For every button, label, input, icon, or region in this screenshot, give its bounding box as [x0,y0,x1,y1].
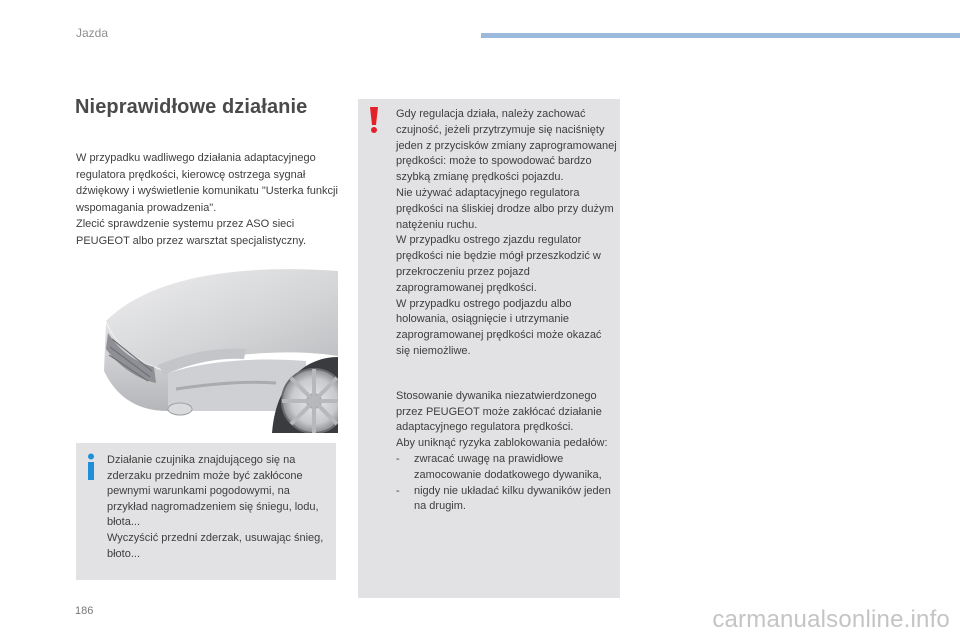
list-dash: - [396,452,400,465]
header-bar [481,33,960,38]
warning-paragraph: Nie używać adaptacyjnego regulatora prędkości na śliskiej drodze albo przy dużym natężeniu ruchu. [396,186,614,231]
info-paragraph: Działanie czujnika znajdującego się na zderzaku przednim może być zakłócone pewnymi warunkami pogodowymi, na przykład nagromadzeniem się śniegu, lodu, błota... [107,454,319,529]
intro-text [76,150,338,249]
warning-paragraph: W przypadku ostrego zjazdu regulator prędkości nie będzie mógł przeszkodzić w przekroczeniu przez pojazd zaprogramowanej prędkości. [396,234,601,294]
info-icon [86,453,96,481]
list-item [396,452,618,484]
paragraph-gap [396,360,618,389]
page-title: Nieprawidłowe działanie [75,96,308,118]
info-box [76,443,336,580]
car-front-icon [76,261,338,433]
list-item [396,484,618,516]
section-title: Jazda [76,26,109,40]
info-text [107,453,329,562]
warning-text [396,107,618,515]
watermark: carmanualsonline.info [712,606,950,633]
warning-paragraph: W przypadku ostrego podjazdu albo holowania, osiągnięcie i utrzymanie zaprogramowanej prędkości może okazać się niemożliwe. [396,297,602,357]
intro-paragraph: Zlecić sprawdzenie systemu przez ASO sieci PEUGEOT albo przez warsztat specjalistyczny. [76,218,307,247]
mat-paragraph: Stosowanie dywanika niezatwierdzonego przez PEUGEOT może zakłócać działanie adaptacyjnego regulatora prędkości. [396,389,602,434]
info-paragraph: Wyczyścić przedni zderzak, usuwając śnieg, błoto... [107,531,324,560]
warning-paragraph: Gdy regulacja działa, należy zachować czujność, jeżeli przytrzymuje się naciśnięty jeden z przycisków zmiany zaprogramowanej prędkości: może to spowodować bardzo szybką zmianę prędkości pojazdu. [396,108,617,184]
mat-paragraph: Aby uniknąć ryzyka zablokowania pedałów: [396,437,608,450]
list-item-text: nigdy nie układać kilku dywaników jeden na drugim. [414,484,611,513]
page-number: 186 [75,605,94,617]
list-item-text: zwracać uwagę na prawidłowe zamocowanie dodatkowego dywanika, [414,452,602,481]
warning-box [358,99,620,598]
car-front-illustration [76,261,338,433]
list-dash: - [396,484,400,497]
warning-icon [368,107,380,133]
intro-paragraph: W przypadku wadliwego działania adaptacyjnego regulatora prędkości, kierowcę ostrzega sygnał dźwiękowy i wyświetlenie komunikatu "Usterka funkcji wspomagania prowadzenia". [76,152,338,214]
